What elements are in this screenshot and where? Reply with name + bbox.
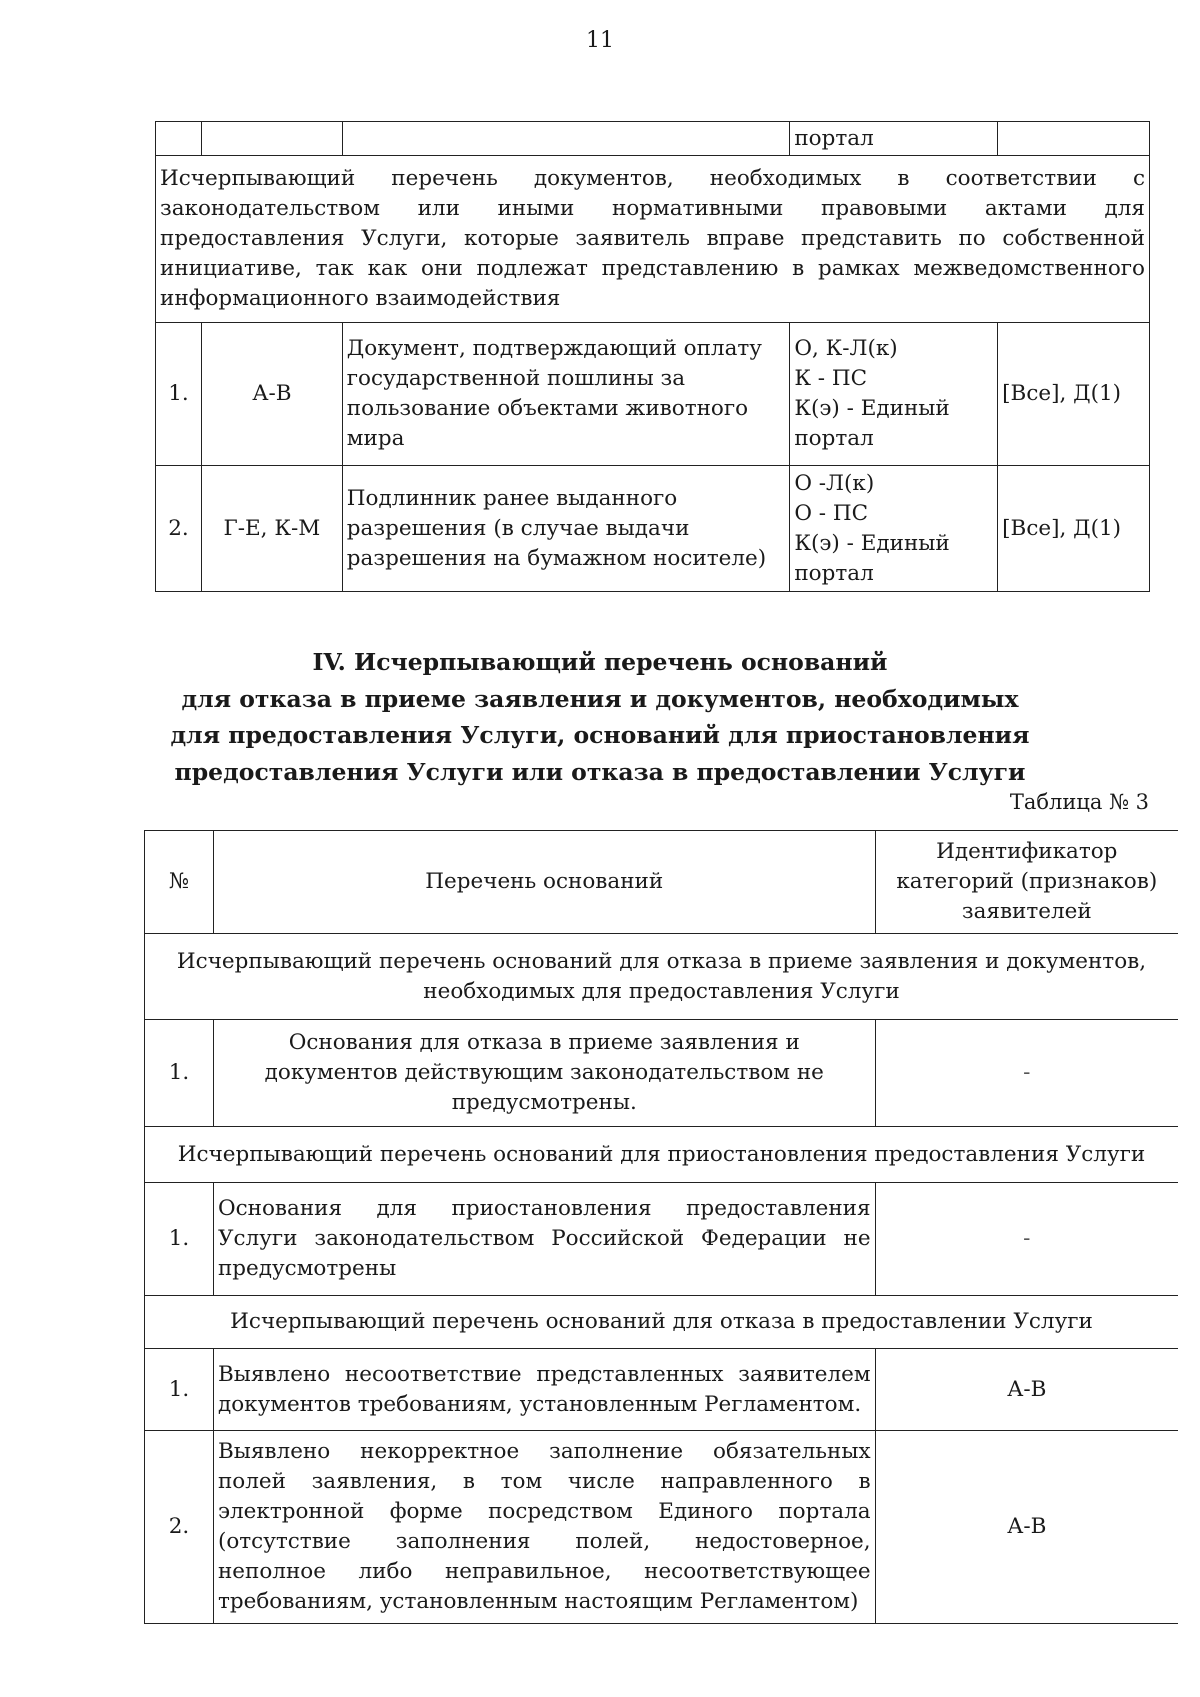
row-number: 2.	[156, 466, 202, 592]
header-identifier: Идентификатор категорий (признаков) заявителей	[875, 831, 1178, 934]
identifier-cell: А-В	[875, 1349, 1178, 1431]
ground-text: Основания для отказа в приеме заявления и документов действующим законодательством не предусмотрены.	[213, 1020, 875, 1127]
group-title: Исчерпывающий перечень оснований для приостановления предоставления Услуги	[145, 1127, 1179, 1183]
table-cell	[342, 122, 790, 156]
group-title-row	[145, 934, 1179, 1020]
identifier-cell: [Все], Д(1)	[998, 466, 1150, 592]
ground-text: Основания для приостановления предоставления Услуги законодательством Российской Федерации не предусмотрены	[213, 1183, 875, 1296]
ways-cell: портал	[790, 122, 998, 156]
group-title: Исчерпывающий перечень оснований для отказа в предоставлении Услуги	[145, 1296, 1179, 1349]
way-line: О - ПС	[794, 500, 869, 526]
grounds-table	[144, 830, 1178, 1624]
row-number: 1.	[145, 1020, 214, 1127]
row-number: 1.	[145, 1349, 214, 1431]
table-row	[156, 466, 1150, 592]
table-row	[145, 1349, 1179, 1431]
way-line: К(э) - Единый портал	[794, 530, 950, 586]
row-number: 1.	[145, 1183, 214, 1296]
way-line: О, К-Л(к)	[794, 336, 898, 361]
identifier-cell: [Все], Д(1)	[998, 323, 1150, 466]
document-cell: Документ, подтверждающий оплату государственной пошлины за пользование объектами животного мира	[342, 323, 790, 466]
table-row	[145, 1183, 1179, 1296]
section-heading-cell: Исчерпывающий перечень документов, необходимых в соответствии с законодательством или иными нормативными правовыми актами для предоставления Услуги, которые заявитель вправе представить по собственной инициативе, так как они подлежат представлению в рамках межведомственного информационного взаимодействия	[156, 156, 1150, 323]
table-row	[156, 122, 1150, 156]
category-cell: А-В	[201, 323, 342, 466]
section-title-line: предоставления Услуги или отказа в предоставлении Услуги	[174, 757, 1026, 786]
row-number: 1.	[156, 323, 202, 466]
document-cell: Подлинник ранее выданного разрешения (в случае выдачи разрешения на бумажном носителе)	[342, 466, 790, 592]
row-number: 2.	[145, 1431, 214, 1624]
way-line: О -Л(к)	[794, 470, 875, 496]
table-label: Таблица № 3	[1009, 790, 1149, 814]
identifier-cell: А-В	[875, 1431, 1178, 1624]
group-title-row	[145, 1127, 1179, 1183]
ground-text: Выявлено некорректное заполнение обязательных полей заявления, в том числе направленного в электронной форме посредством Единого портала (отсутствие заполнения полей, недостоверное, неполное либо неправильное, несоответствующее требованиям, установленным настоящим Регламентом)	[213, 1431, 875, 1624]
group-title: Исчерпывающий перечень оснований для отказа в приеме заявления и документов, необходимых для предоставления Услуги	[145, 934, 1179, 1020]
section-title	[0, 644, 1200, 790]
table-cell	[201, 122, 342, 156]
table-cell	[156, 122, 202, 156]
table-row	[156, 323, 1150, 466]
identifier-cell: -	[875, 1183, 1178, 1296]
table-cell	[998, 122, 1150, 156]
header-number: №	[145, 831, 214, 934]
group-title-row	[145, 1296, 1179, 1349]
table-row	[145, 1020, 1179, 1127]
ways-cell	[790, 466, 998, 592]
section-title-line: IV. Исчерпывающий перечень оснований	[312, 648, 888, 676]
category-cell: Г-Е, К-М	[201, 466, 342, 592]
header-list: Перечень оснований	[213, 831, 875, 934]
page-number: 11	[586, 28, 614, 53]
way-line: К - ПС	[794, 366, 868, 391]
ground-text: Выявлено несоответствие представленных заявителем документов требованиям, установленным Регламентом.	[213, 1349, 875, 1431]
ways-cell	[790, 323, 998, 466]
table-row	[145, 1431, 1179, 1624]
section-title-line: для отказа в приеме заявления и документов, необходимых	[181, 684, 1019, 713]
way-line: К(э) - Единый портал	[794, 396, 950, 451]
identifier-cell: -	[875, 1020, 1178, 1127]
table-header-row	[145, 831, 1179, 934]
table-section-row	[156, 156, 1150, 323]
documents-table	[155, 121, 1150, 592]
section-title-line: для предоставления Услуги, оснований для приостановления	[170, 721, 1030, 749]
